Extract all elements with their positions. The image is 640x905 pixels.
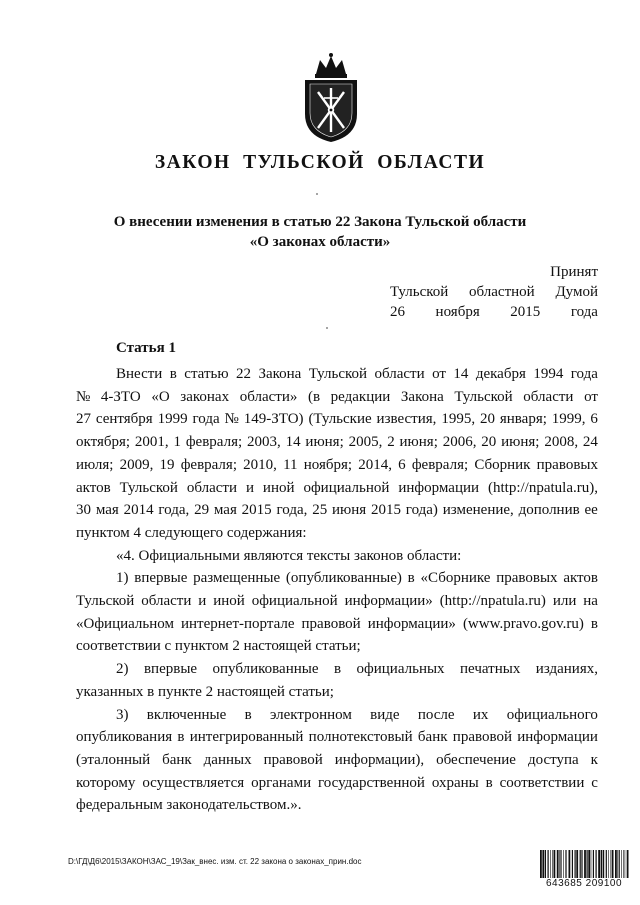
word: области» [239,388,298,405]
adopted-body [390,282,598,302]
word: интегрированный [189,729,304,746]
word: декабря [475,366,526,382]
word: электронном [269,706,352,723]
barcode-bar [587,850,588,880]
word: (http://npatula.ru), [488,479,598,496]
word: Тульской [119,479,178,496]
scan-speck [316,193,318,195]
barcode-bar [601,850,603,880]
word: интернет-портале [181,615,295,632]
word: июня [332,502,367,519]
word: 1 [173,434,181,451]
word: Внести [116,366,163,382]
word: известия, [376,411,437,428]
barcode-bar [576,850,578,880]
word: области [374,366,425,382]
text-line [76,567,598,590]
word: № [224,411,239,428]
word: (Тульские [308,411,372,428]
file-path: D:\ГД\Д6\2015\ЗАКОН\ЗАС_19\Зак_внес. изм. ст. 22 закона о законах_прин.doc [68,857,362,866]
word: правовой [263,751,323,768]
word: мая [213,502,237,519]
word: информации [398,479,480,496]
scan-speck [326,327,328,329]
subtitle-line: «О законах области» [249,234,391,250]
word: осуществляется [142,774,245,791]
barcode-bar [619,850,620,880]
text-line [76,704,598,727]
word: органами [251,774,312,791]
word: информации), [334,751,425,768]
word: которому [76,774,136,791]
text-line [76,726,598,749]
word: банк [162,751,192,768]
barcode-bar [542,850,544,880]
word: информации» [367,615,456,632]
word: 14 [453,366,469,382]
law-title: ЗАКОН ТУЛЬСКОЙ ОБЛАСТИ [154,152,486,173]
word: 26 [390,304,405,320]
barcode-bar [572,850,573,880]
word: февраля; [180,456,237,473]
word: (в [307,388,321,405]
word: правовой [452,729,512,746]
word: Закона [400,388,444,405]
word: мая [95,502,119,519]
word: печатных [460,661,521,678]
word: областной [469,284,535,300]
word: февраля; [411,456,469,473]
word: 2010, [243,456,277,473]
barcode-bar [623,850,624,880]
word: изданиях, [535,661,598,678]
word: 29 [194,502,210,519]
adoption-note [390,262,598,322]
word: июня; [501,434,540,451]
article-heading: Статья 1 [116,340,176,356]
word: 1999 [157,411,188,428]
word: Закона [258,366,302,382]
word: года, [276,502,308,519]
word: статью [184,366,229,382]
subtitle-line: О внесении изменения в статью 22 Закона Тульской области [113,214,527,230]
barcode-bar [625,850,626,880]
text-line [76,590,598,613]
barcode-bar [581,850,582,880]
text-line [76,658,598,681]
word: на [583,593,598,610]
barcode-bar [550,850,551,880]
word: и [245,479,254,496]
word: опубликованные [212,661,319,678]
text-line [76,681,598,704]
word: размещенные [193,570,281,587]
text-line [76,635,598,658]
word: после [417,706,455,723]
word: официального [506,706,598,723]
word: от [584,388,598,405]
word: (http://npatula.ru) [439,593,546,610]
word: февраля; [185,434,243,451]
barcode-bar [548,850,549,880]
barcode-bar [615,850,617,880]
word: 30 [76,502,91,519]
word: области [523,388,574,405]
word: правовых [536,456,598,473]
word: Тульской [454,388,513,405]
word: (www.pravo.gov.ru) [462,615,584,632]
word: «Официальном [76,615,174,632]
word: 1999, [551,411,586,428]
word: изменение, [442,502,514,519]
word: с [591,774,598,791]
word: информации [517,729,598,746]
text-line [76,408,598,431]
word: редакции [330,388,391,405]
word: «4. Официальными являются тексты законов области: [116,547,462,564]
word: 2014 [123,502,154,519]
barcode-bar [557,850,559,880]
word: года [570,366,598,382]
adopted-label: Принят [550,264,598,280]
text-line [76,794,598,817]
word: 149-ЗТО) [243,411,304,428]
word: обеспечение [436,751,516,768]
word: в [407,570,415,587]
word: (опубликованные) [285,570,402,587]
word: 1995, [441,411,476,428]
tula-coat-of-arms-icon [296,52,366,144]
word: впервые [143,661,198,678]
word: опубликования [76,729,173,746]
barcode-bar [612,850,614,880]
word: 24 [582,434,598,451]
word: 2003, [246,434,281,451]
word: 19 [159,456,175,473]
word: охраны [431,774,479,791]
word: информации» [344,593,433,610]
word: 11 [283,456,298,473]
adopted-date [390,302,598,322]
word: законах [180,388,230,405]
word: и [198,593,207,610]
barcode-bar [596,850,597,880]
word: 20 [479,411,495,428]
word: сентября [95,411,153,428]
word: 2 [387,434,395,451]
barcode-bar [552,850,553,880]
text-line [76,522,598,545]
word: данных [203,751,252,768]
word: федеральным законодательством.». [76,797,302,814]
word: 4-ЗТО [100,388,141,405]
word: банк [417,729,448,746]
barcode-bar [598,850,600,880]
word: «О [151,388,170,405]
word: Тульской [76,593,135,610]
text-line [76,386,598,409]
word: года) [405,502,438,519]
barcode-bar [554,850,556,880]
word: в [485,774,493,791]
word: соответствии [499,774,585,791]
word: виде [370,706,400,723]
barcode-bar [566,850,567,880]
word: включенные [146,706,227,723]
word: 1994 [533,366,564,382]
barcode-bar [603,850,604,880]
word: области [186,479,238,496]
barcode-bar [611,850,612,880]
word: Тульской [308,366,368,382]
word: от [432,366,446,382]
word: полнотекстовый [308,729,413,746]
word: в [177,729,185,746]
barcode-number: 643685 209100 [538,878,630,889]
word: ноября; [303,456,353,473]
word: 1) [116,570,129,587]
word: впервые [134,570,188,587]
barcode-bar [617,850,618,880]
word: января; [499,411,547,428]
text-line [76,454,598,477]
word: 14 [285,434,301,451]
word: Думой [555,284,598,300]
word: пунктом 4 следующего содержания: [76,524,307,541]
word: в [244,706,252,723]
barcode-bar [540,850,542,880]
barcode-bar [580,850,581,880]
word: правовой [301,615,361,632]
word: иной [262,479,295,496]
word: Тульской [390,284,449,300]
text-line [76,772,598,795]
barcode-bar [545,850,546,880]
word: года [570,304,598,320]
barcode-bar [569,850,571,880]
word: 6 [398,456,406,473]
word: 2) [116,661,129,678]
word: 2001, [134,434,169,451]
word: соответствии с пунктом 2 настоящей статьи; [76,638,361,655]
word: 22 [236,366,251,382]
word: или [552,593,577,610]
barcode-bar [591,850,592,880]
word: «Сборнике [420,570,491,587]
text-line [76,545,598,568]
word: официальной [303,479,390,496]
word: июня; [399,434,438,451]
word: указанных в пункте 2 настоящей статьи; [76,683,334,700]
word: официальных [356,661,445,678]
text-line [76,431,598,454]
text-line [76,613,598,636]
word: их [472,706,489,723]
word: 2006, [442,434,477,451]
word: ноября [435,304,480,320]
word: официальной [251,593,338,610]
barcode-bar [608,850,609,880]
word: 2015 [510,304,541,320]
word: правовых [496,570,558,587]
word: 2014, [358,456,392,473]
word: 27 [76,411,91,428]
word: актов [563,570,598,587]
barcode-bar [560,850,561,880]
word: 2005, [348,434,383,451]
word: года, [158,502,190,519]
word: дополнив [518,502,580,519]
barcode-bar [575,850,576,880]
word: 2009, [119,456,154,473]
word: 6 [590,411,598,428]
word: 3) [116,706,129,723]
text-line [76,477,598,500]
barcode-bar [627,850,629,880]
barcode-bar [584,850,586,880]
law-subtitle [0,212,640,252]
word: (эталонный [76,751,151,768]
word: года [192,411,220,428]
word: июля; [76,456,114,473]
text-line [76,499,598,522]
word: 2015 [370,502,401,519]
word: в [169,366,177,382]
barcode-bar [621,850,622,880]
article-body [76,363,598,817]
word: Сборник [474,456,531,473]
barcode-bar [606,850,607,880]
word: июня; [305,434,344,451]
barcode-bar [593,850,594,880]
text-line [76,749,598,772]
word: октября; [76,434,131,451]
word: в [590,615,598,632]
word: ее [584,502,598,519]
barcode-bar [563,850,564,880]
word: 2015 [241,502,272,519]
word: № [76,388,91,405]
word: государственной [318,774,425,791]
word: доступа [527,751,579,768]
word: 20 [481,434,497,451]
word: 25 [312,502,328,519]
word: актов [76,479,111,496]
word: области [141,593,192,610]
word: иной [213,593,245,610]
barcode-bar [565,850,566,880]
text-line [76,363,598,386]
word: 2008, [544,434,579,451]
word: к [590,751,598,768]
word: в [333,661,342,678]
barcode-bar [588,850,590,880]
barcode-bar [559,850,560,880]
